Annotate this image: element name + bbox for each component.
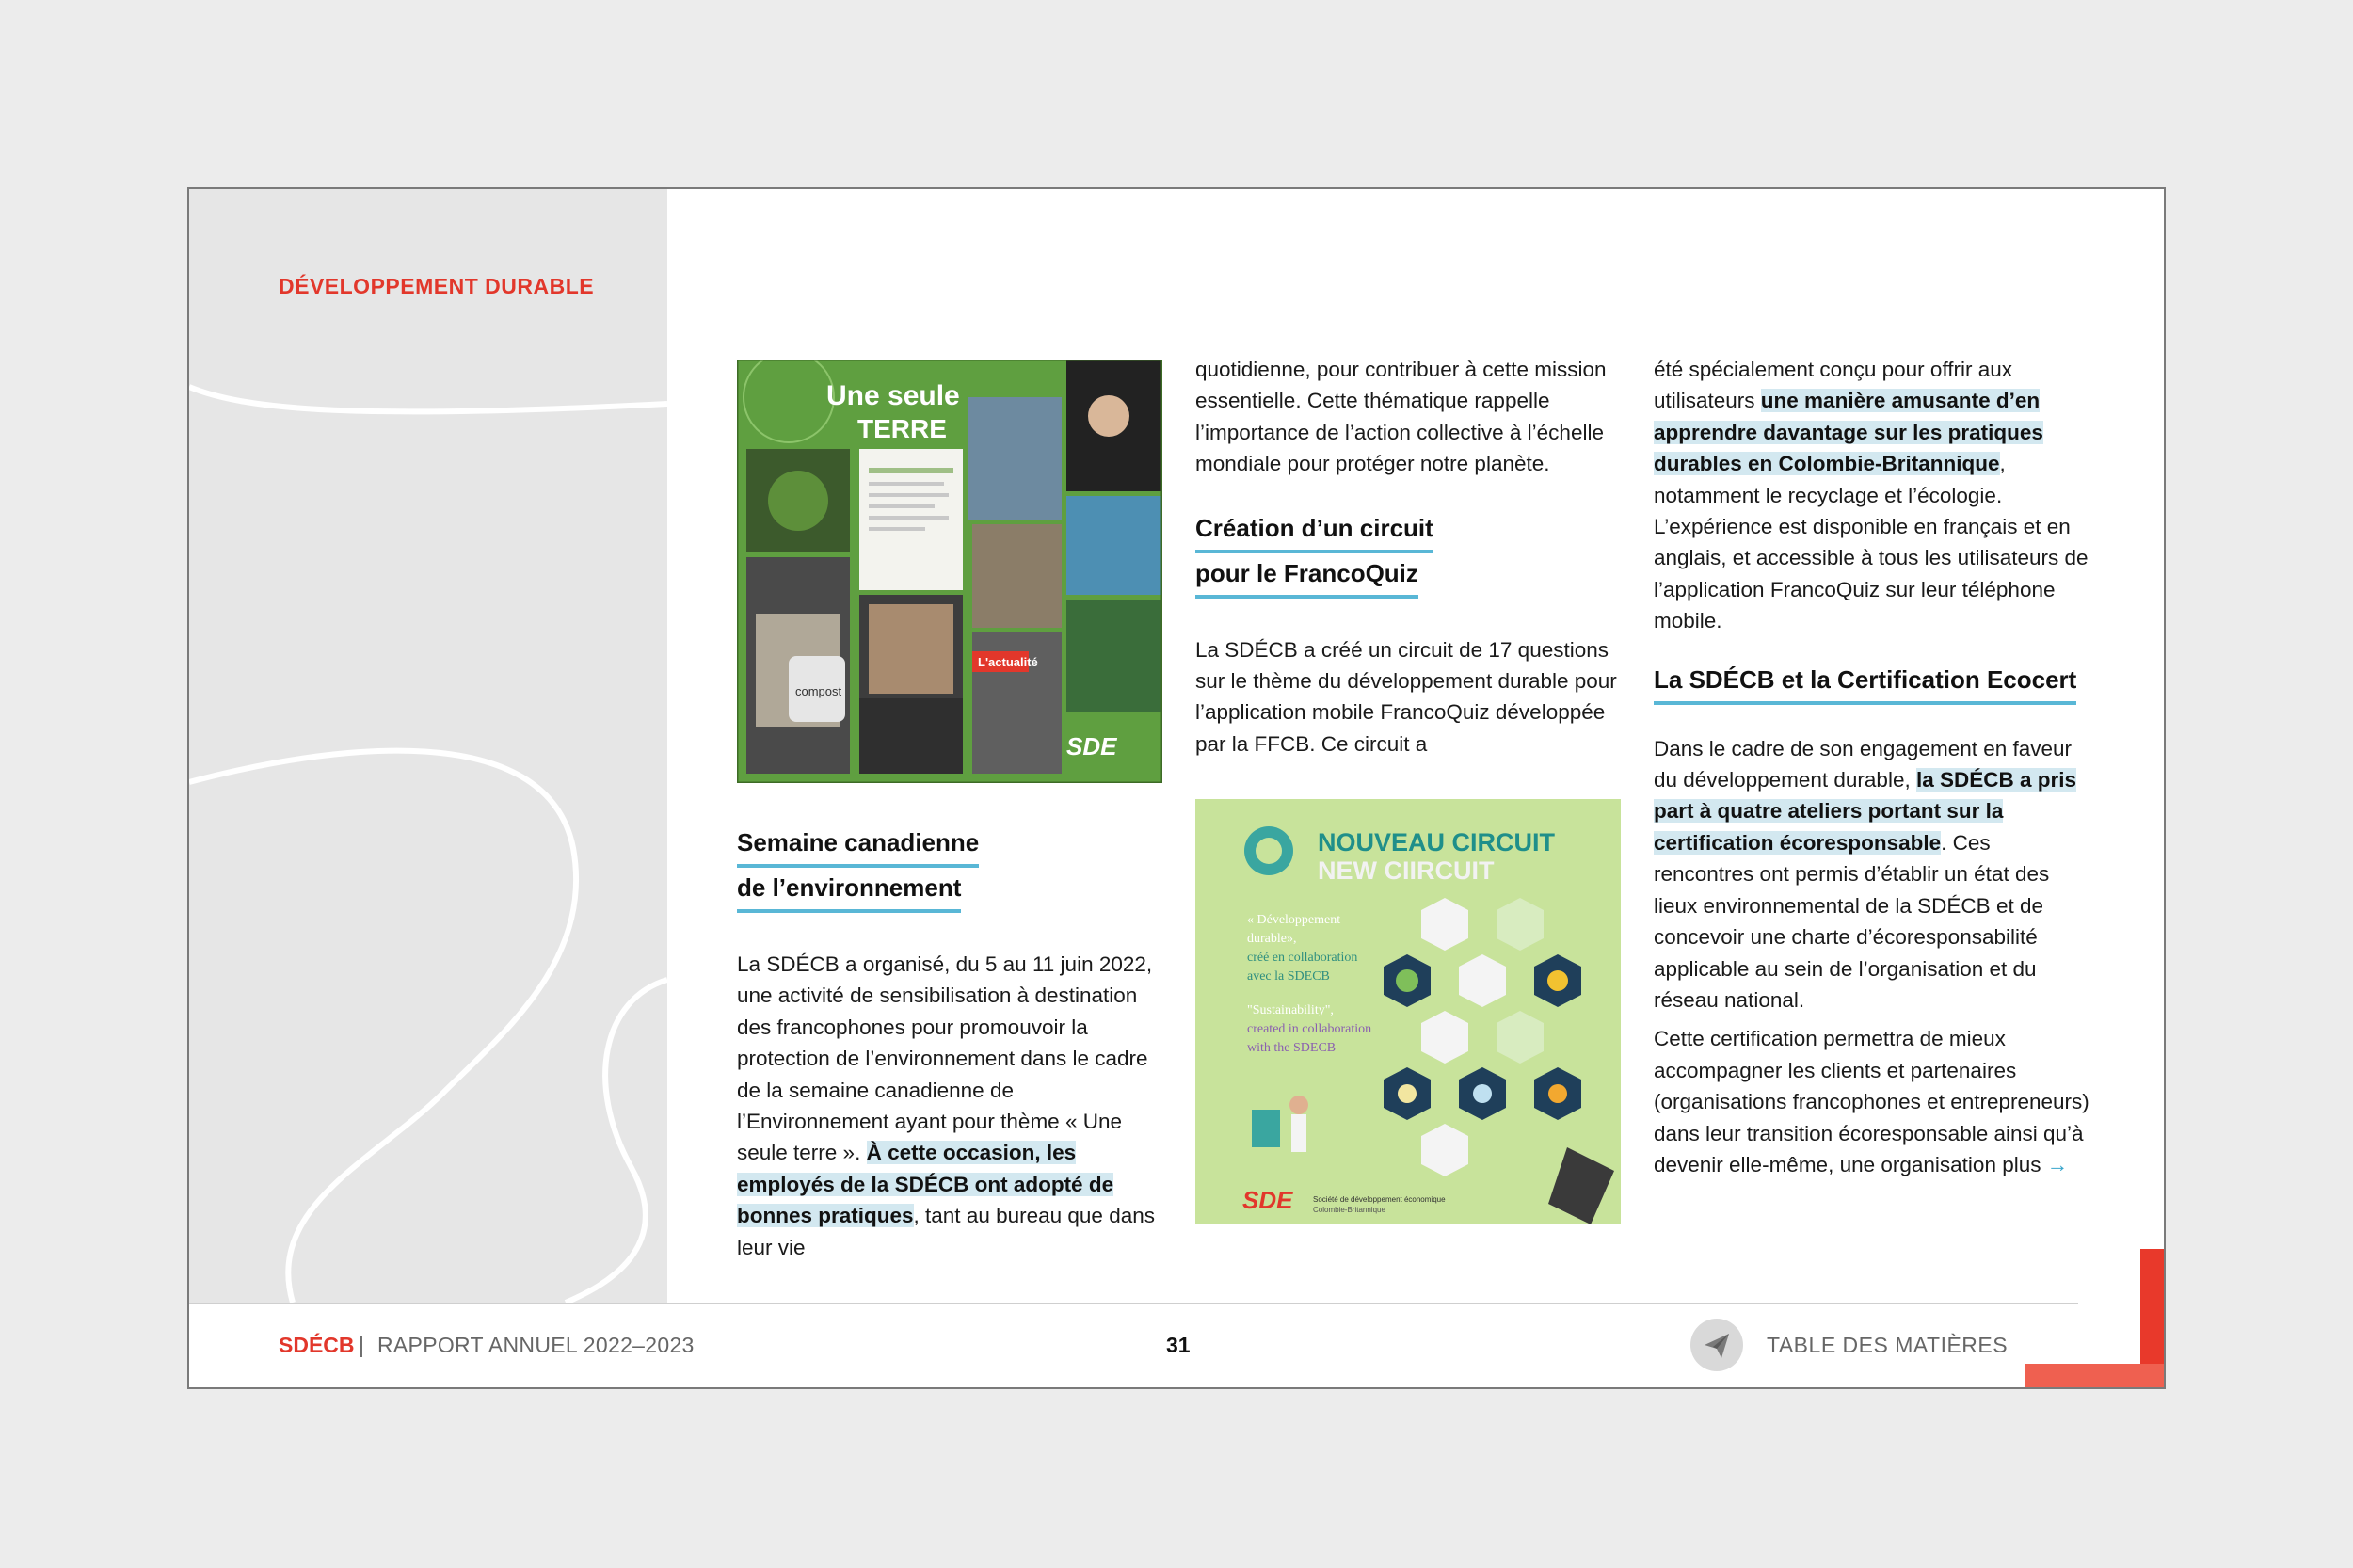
paragraph-francoquiz-continued xyxy=(1654,354,2096,637)
heading-semaine-canadienne xyxy=(737,823,1170,913)
collage-sde-logo: SDE xyxy=(1066,732,1117,760)
collage-title-line1: Une seule xyxy=(826,380,960,411)
footer-divider xyxy=(189,1303,2078,1304)
quote-fr: « Développement xyxy=(1247,913,1341,927)
column-1 xyxy=(737,823,1170,1263)
footer-separator: | xyxy=(359,1333,364,1357)
paper-plane-icon xyxy=(1690,1319,1743,1371)
heading-creation-circuit xyxy=(1195,508,1628,599)
circuit-title-fr: NOUVEAU CIRCUIT xyxy=(1318,828,1556,856)
footer-brand: SDÉCB xyxy=(279,1333,355,1357)
paragraph-text: La SDÉCB a organisé, du 5 au 11 juin 2022, une activité de sensibilisation à destination des francophones pour promouvoir la protection de l’environnement dans le cadre de la semaine canadienne de l’Environnement ayant pour thème « Une seule terre ». xyxy=(737,952,1153,1165)
continue-arrow-icon[interactable]: → xyxy=(2046,1152,2069,1176)
heading-line: Création d’un circuit xyxy=(1195,508,1433,553)
collage-title-line2: TERRE xyxy=(857,414,947,443)
heading-ecocert xyxy=(1654,660,2096,705)
column-3 xyxy=(1654,354,2096,1180)
column-2 xyxy=(1195,354,1628,760)
paragraph-certification xyxy=(1654,1023,2096,1180)
report-page xyxy=(187,187,2166,1389)
paragraph-text: Dans le cadre de son engagement en faveur du développement durable, xyxy=(1654,736,2073,792)
paragraph-text: . Ces rencontres ont permis d’établir un état des lieux environnemental de la SDÉCB et de concevoir une charte d’écoresponsabilité applicable au sein de l’organisation et du réseau national. xyxy=(1654,830,2050,1012)
highlighted-text: À cette occasion, les employés de la SDÉCB ont adopté de bonnes pratiques xyxy=(737,1141,1114,1228)
quote-fr: avec la SDECB xyxy=(1247,969,1330,984)
heading-line: pour le FrancoQuiz xyxy=(1195,553,1418,599)
nouveau-circuit-image xyxy=(1195,799,1621,1224)
heading-line: La SDÉCB et la Certification Ecocert xyxy=(1654,660,2076,705)
footer-report-title: RAPPORT ANNUEL 2022–2023 xyxy=(377,1333,695,1357)
paragraph-francoquiz: La SDÉCB a créé un circuit de 17 questions sur le thème du développement durable pour l’application mobile FrancoQuiz développée par la FFCB. Ce circuit a xyxy=(1195,637,1617,756)
paragraph-text: été spécialement conçu pour offrir aux utilisateurs xyxy=(1654,358,2013,413)
section-label: DÉVELOPPEMENT DURABLE xyxy=(279,274,595,298)
toc-link[interactable]: TABLE DES MATIÈRES xyxy=(1767,1333,2009,1357)
paragraph-continued: quotidienne, pour contribuer à cette mission essentielle. Cette thématique rappelle l’importance de l’action collective à l’échelle mondiale pour protéger notre planète. xyxy=(1195,358,1607,476)
corner-accent-bar xyxy=(2025,1364,2166,1389)
circuit-org-line1: Société de développement économique xyxy=(1313,1195,1446,1204)
paragraph-text: , tant au bureau que dans leur vie xyxy=(737,1204,1155,1259)
heading-line: Semaine canadienne xyxy=(737,823,979,868)
quote-fr: créé en collaboration xyxy=(1247,951,1358,965)
heading-line: de l’environnement xyxy=(737,868,961,913)
page-number: 31 xyxy=(1166,1333,1191,1357)
sidebar-decor xyxy=(189,189,667,1303)
circuit-org-line2: Colombie-Britannique xyxy=(1313,1206,1385,1214)
quote-en: created in collaboration xyxy=(1247,1022,1372,1036)
quote-en: "Sustainability", xyxy=(1247,1003,1334,1017)
quote-fr: durable», xyxy=(1247,932,1297,946)
paragraph-semaine xyxy=(737,949,1170,1263)
toc-button[interactable] xyxy=(1690,1319,1743,1371)
circuit-title-en: NEW CIIRCUIT xyxy=(1318,856,1495,885)
quote-en: with the SDECB xyxy=(1247,1041,1337,1055)
collage-badge: L'actualité xyxy=(978,655,1038,669)
wavy-lines-decor xyxy=(189,189,667,1303)
collage-compost-label: compost xyxy=(795,684,842,698)
circuit-sde-logo: SDE xyxy=(1242,1186,1293,1214)
paragraph-text: , notamment le recyclage et l’écologie. L’expérience est disponible en français et en anglais, et accessible à tous les utilisateurs de l’application FrancoQuiz sur leur téléphone mobile. xyxy=(1654,452,2089,633)
paragraph-text: Cette certification permettra de mieux accompagner les clients et partenaires (organisations francophones et entrepreneurs) dans leur transition écoresponsable ainsi qu’à devenir elle-même, une organisation plus xyxy=(1654,1027,2089,1176)
une-seule-terre-collage-image xyxy=(737,360,1162,783)
highlighted-text: une manière amusante d’en apprendre davantage sur les pratiques durables en Colombie-Britannique xyxy=(1654,389,2043,476)
highlighted-text: la SDÉCB a pris part à quatre ateliers portant sur la certification écoresponsable xyxy=(1654,768,2077,855)
paragraph-ecocert xyxy=(1654,733,2096,1016)
